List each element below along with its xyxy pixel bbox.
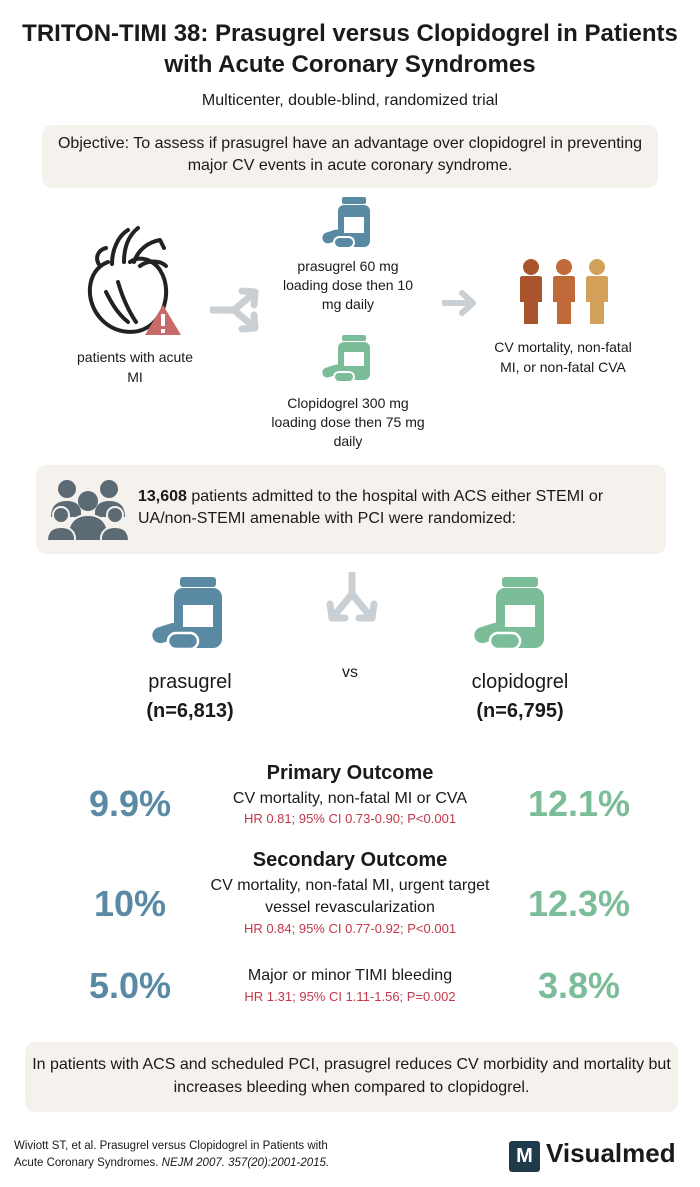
endpoint-label: CV mortality, non-fatal MI, or non-fatal CVA [494,339,632,375]
enrollment-description: patients admitted to the hospital with ACS either STEMI or UA/non-STEMI amenable with PCI were randomized: [138,488,604,527]
pill-bottle-icon [472,575,550,655]
down-split-arrow-icon [326,572,378,626]
secondary-clopidogrel-value: 12.3% [527,883,631,924]
vs-label: vs [342,664,358,681]
secondary-prasugrel-value: 10% [93,883,167,924]
citation [14,1138,434,1172]
conclusion-box: In patients with ACS and scheduled PCI, prasugrel reduces CV morbidity and mortality but increases bleeding when compared to clopidogrel. [25,1042,678,1112]
right-arrow-icon [442,290,476,316]
primary-outcome-desc: CV mortality, non-fatal MI or CVA [232,790,468,807]
primary-outcome-heading: Primary Outcome [266,762,434,784]
pill-bottle-icon [150,575,228,655]
pill-bottle-icon [320,335,376,385]
prasugrel-group-name: prasugrel [148,671,232,693]
citation-title-end: Acute Coronary Syndromes. [14,1157,162,1169]
arm2-label: Clopidogrel 300 mg loading dose then 75 mg daily [271,395,425,449]
people-icon [519,258,609,326]
enrollment-count: 13,608 [138,488,187,505]
primary-outcome-stat: HR 0.81; 95% CI 0.73-0.90; P<0.001 [243,811,457,826]
page-title: TRITON-TIMI 38: Prasugrel versus Clopidogrel in Patients with Acute Coronary Syndromes [22,20,678,78]
split-arrow-icon [210,287,262,333]
pill-bottle-icon [320,195,376,251]
clopidogrel-group-name: clopidogrel [471,671,569,693]
citation-line-2 [14,1155,434,1172]
citation-line-1: Wiviott ST, et al. Prasugrel versus Clopidogrel in Patients with [14,1140,328,1152]
brand-logo-letter: M [516,1145,533,1167]
secondary-outcome-stat: HR 0.84; 95% CI 0.77-0.92; P<0.001 [243,921,457,936]
prasugrel-group-count: (n=6,813) [146,700,234,722]
citation-journal: NEJM 2007. 357(20):2001-2015. [161,1157,330,1169]
brand-name: Visualmed [546,1138,676,1168]
bleeding-outcome-desc: Major or minor TIMI bleeding [247,967,453,984]
arm1-label: prasugrel 60 mg loading dose then 10 mg daily [283,258,413,312]
brand-logo-icon [509,1141,540,1172]
secondary-outcome-heading: Secondary Outcome [252,849,448,871]
primary-clopidogrel-value: 12.1% [527,783,631,824]
clopidogrel-group-count: (n=6,795) [476,700,564,722]
enrollment-text [138,486,663,530]
bleeding-clopidogrel-value: 3.8% [537,965,621,1006]
population-label: patients with acute MI [77,349,193,385]
secondary-outcome-desc: CV mortality, non-fatal MI, urgent target vessel revascularization [210,877,490,916]
primary-prasugrel-value: 9.9% [88,783,172,824]
bleeding-prasugrel-value: 5.0% [88,965,172,1006]
page-subtitle: Multicenter, double-blind, randomized trial [201,92,499,109]
objective-box: Objective: To assess if prasugrel have an advantage over clopidogrel in preventing major CV events in acute coronary syndrome. [42,125,658,188]
warning-icon [143,303,183,337]
bleeding-outcome-stat: HR 1.31; 95% CI 1.11-1.56; P=0.002 [244,989,456,1004]
crowd-icon [47,477,129,543]
